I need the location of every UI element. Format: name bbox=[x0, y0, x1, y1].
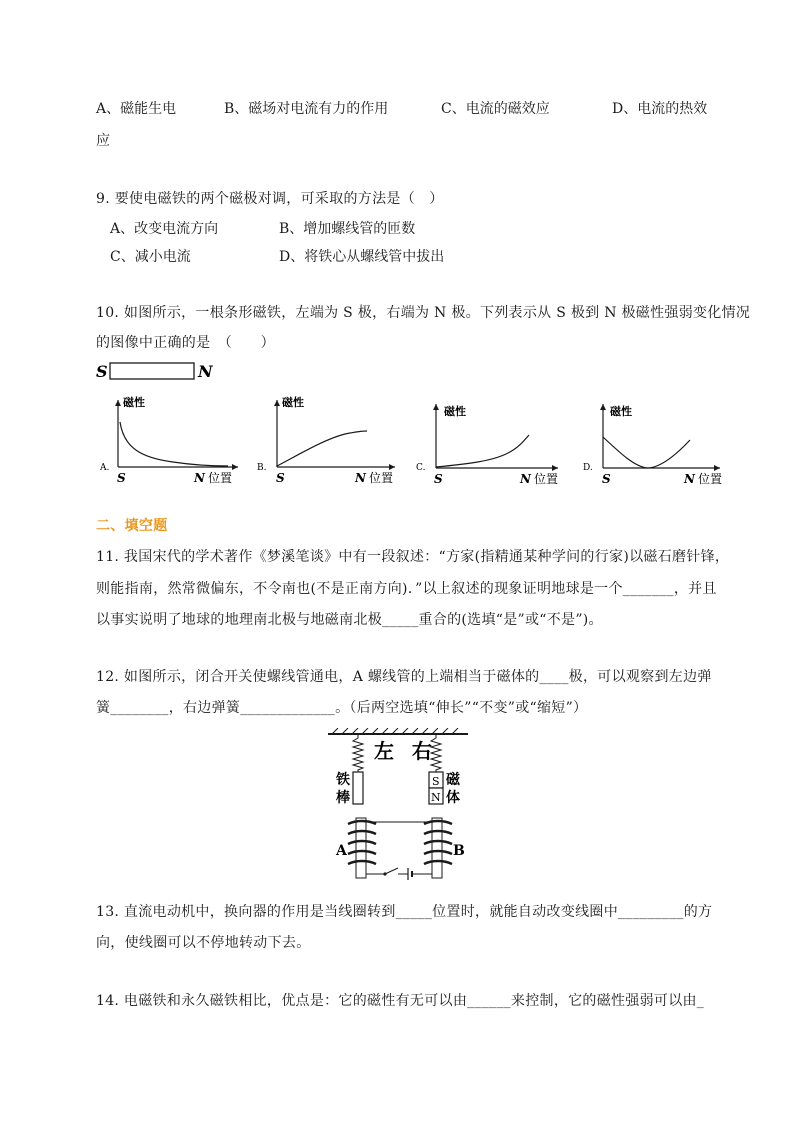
coil-b bbox=[424, 821, 452, 864]
q10-line1: 10. 如图所示，一根条形磁铁，左端为 S 极，右端为 N 极。下列表示从 S 极到 N 极磁性强弱变化情况 bbox=[96, 305, 751, 321]
graph-c-s: S bbox=[434, 472, 443, 486]
iron-bar bbox=[353, 772, 363, 804]
bar-magnet bbox=[110, 363, 194, 379]
label-magnet-2: 体 bbox=[446, 790, 460, 806]
graph-d bbox=[580, 398, 730, 490]
q8-option-b: B、磁场对电流有力的作用 bbox=[224, 101, 389, 117]
graph-b-xtitle: 位置 bbox=[369, 471, 394, 485]
q13-line1: 13. 直流电动机中，换向器的作用是当线圈转到_____位置时，就能自动改变线圈中_________的方 bbox=[96, 904, 713, 920]
q9-stem: 9. 要使电磁铁的两个磁极对调，可采取的方法是（ ） bbox=[96, 191, 444, 207]
graph-d-curve bbox=[603, 437, 690, 468]
label-coil-b: B bbox=[453, 843, 465, 859]
graph-c-n: N bbox=[520, 472, 531, 486]
graph-a-ylabel: 磁性 bbox=[123, 396, 145, 409]
q9-option-c: C、减小电流 bbox=[110, 249, 191, 265]
q9-option-b: B、增加螺线管的匝数 bbox=[279, 221, 416, 237]
magnet-s-label: S bbox=[96, 362, 108, 381]
q12-line2: 簧________，右边弹簧_____________。（后两空选填“伸长”“不变”或“缩短”） bbox=[96, 700, 588, 716]
label-right: 右 bbox=[412, 739, 432, 763]
graph-a-n: N bbox=[194, 471, 205, 485]
q8-option-d-wrap: 应 bbox=[96, 133, 110, 149]
q8-option-c: C、电流的磁效应 bbox=[441, 101, 550, 117]
graph-d-s: S bbox=[602, 472, 611, 486]
right-spring bbox=[431, 734, 441, 776]
graph-b-n: N bbox=[355, 471, 366, 485]
graph-b-label: B. bbox=[257, 463, 267, 473]
graph-d-xtitle: 位置 bbox=[698, 472, 723, 486]
q9-option-a: A、改变电流方向 bbox=[110, 221, 219, 237]
q8-option-d: D、电流的热效 bbox=[612, 101, 708, 117]
coil-a bbox=[348, 821, 376, 864]
magnet-pole-n: N bbox=[431, 791, 441, 804]
q12-line1: 12. 如图所示，闭合开关使螺线管通电，A 螺线管的上端相当于磁体的____极，可以观察到左边弹 bbox=[96, 669, 712, 685]
graph-b-s: S bbox=[276, 471, 285, 485]
graph-a bbox=[98, 394, 248, 489]
q13-line2: 向，使线圈可以不停地转动下去。 bbox=[96, 935, 311, 951]
q11-line2: 则能指南，然常微偏东，不令南也(不是正南方向)．”以上叙述的现象证明地球是一个_______，并且 bbox=[96, 581, 717, 597]
magnet-n-label: N bbox=[198, 362, 213, 381]
graph-c-xtitle: 位置 bbox=[534, 472, 559, 486]
bar-magnet-figure bbox=[92, 358, 222, 386]
q10-line2: 的图像中正确的是 （ ） bbox=[96, 335, 275, 351]
graph-c-label: C. bbox=[416, 463, 426, 473]
graph-b-ylabel: 磁性 bbox=[282, 396, 304, 409]
label-iron-2: 棒 bbox=[336, 790, 350, 806]
graph-a-xtitle: 位置 bbox=[208, 471, 233, 485]
graph-a-curve bbox=[120, 422, 228, 466]
spring-solenoid-figure bbox=[328, 728, 468, 888]
graph-d-n: N bbox=[684, 472, 695, 486]
switch bbox=[385, 868, 398, 874]
label-left: 左 bbox=[374, 739, 394, 763]
magnet-pole-s: S bbox=[432, 775, 440, 788]
graph-c-curve bbox=[436, 435, 529, 467]
left-spring bbox=[353, 734, 363, 776]
label-magnet-1: 磁 bbox=[446, 772, 460, 788]
q11-line1: 11. 我国宋代的学术著作《梦溪笔谈》中有一段叙述：“方家(指精通某种学问的行家)以磁石磨针锋， bbox=[96, 549, 730, 565]
q8-option-a: A、磁能生电 bbox=[96, 101, 177, 117]
graph-a-s: S bbox=[117, 471, 126, 485]
section-title: 二、填空题 bbox=[96, 518, 168, 534]
graph-d-ylabel: 磁性 bbox=[610, 405, 632, 418]
graph-b-curve bbox=[277, 431, 367, 466]
graph-b bbox=[255, 394, 405, 489]
q11-line3: 以事实说明了地球的地理南北极与地磁南北极_____重合的(选填“是”或“不是”)。 bbox=[96, 612, 603, 628]
q9-option-d: D、将铁心从螺线管中拔出 bbox=[279, 249, 445, 265]
q14-line1: 14. 电磁铁和永久磁铁相比，优点是：它的磁性有无可以由______来控制，它的磁性强弱可以由_ bbox=[96, 993, 705, 1009]
graph-c-ylabel: 磁性 bbox=[444, 405, 466, 418]
label-iron-1: 铁 bbox=[336, 772, 350, 788]
label-coil-a: A bbox=[336, 843, 347, 859]
graph-a-label: A. bbox=[100, 463, 110, 473]
graph-c bbox=[413, 398, 568, 490]
graph-d-label: D. bbox=[583, 463, 593, 473]
